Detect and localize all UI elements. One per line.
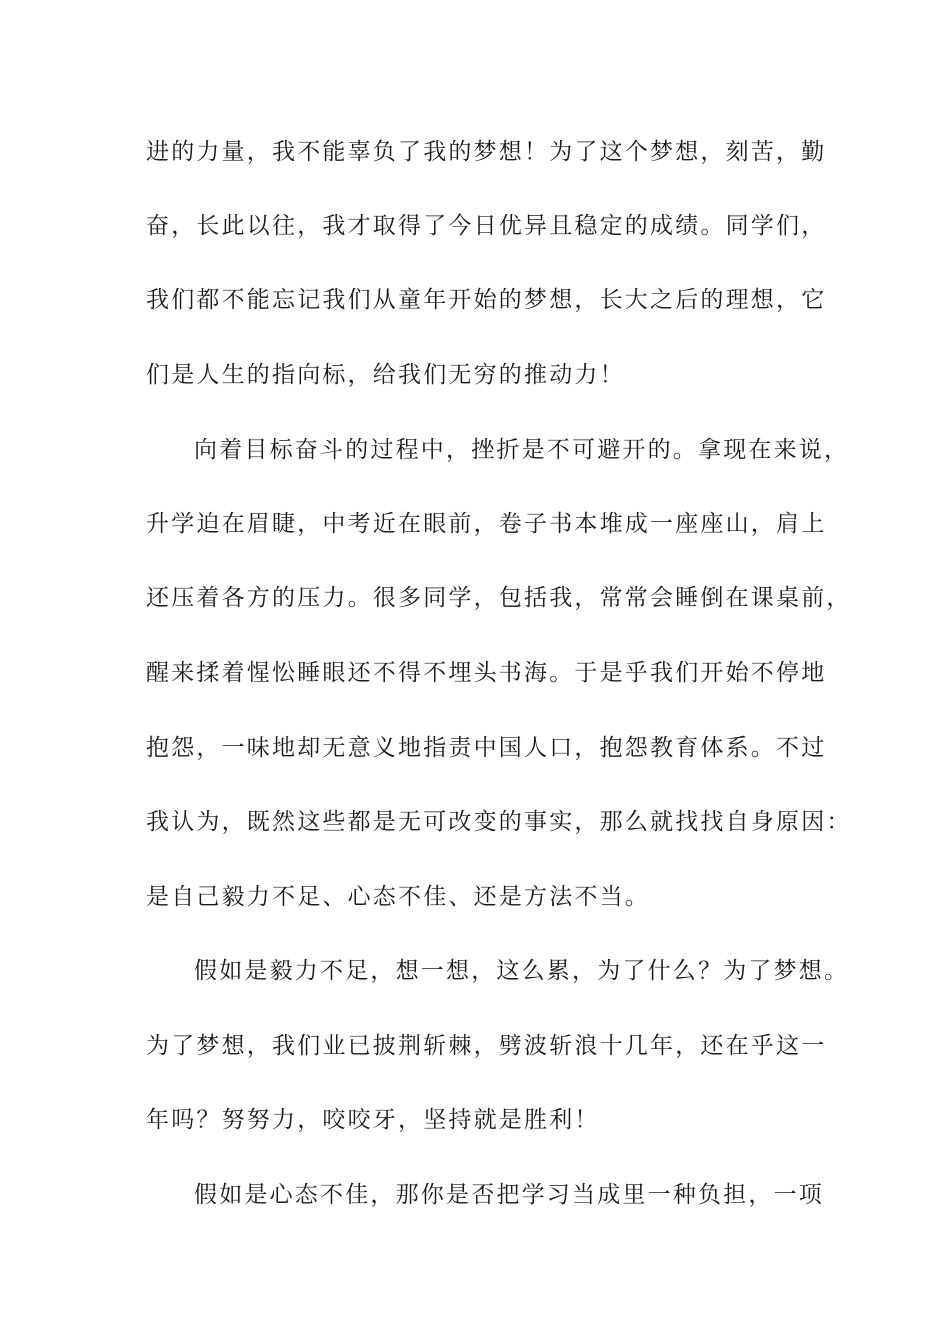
text-line: 奋，长此以往，我才取得了今日优异且稳定的成绩。同学们， xyxy=(146,213,827,239)
text-line: 我认为，既然这些都是无可改变的事实，那么就找找自身原因： xyxy=(146,809,852,835)
text-line: 醒来揉着惺忪睡眼还不得不埋头书海。于是乎我们开始不停地 xyxy=(146,660,827,686)
text-line: 抱怨，一味地却无意义地指责中国人口，抱怨教育体系。不过 xyxy=(146,735,827,761)
paragraph-first-line: 假如是心态不佳，那你是否把学习当成里一种负担，一项 xyxy=(194,1182,824,1208)
text-line: 还压着各方的压力。很多同学，包括我，常常会睡倒在课桌前， xyxy=(146,585,852,611)
text-line: 们是人生的指向标，给我们无穷的推动力！ xyxy=(146,362,625,388)
text-line: 是自己毅力不足、心态不佳、还是方法不当。 xyxy=(146,884,650,910)
paragraph-first-line: 假如是毅力不足，想一想，这么累，为了什么？为了梦想。 xyxy=(194,958,850,984)
text-line: 升学迫在眉睫，中考近在眼前，卷子书本堆成一座座山，肩上 xyxy=(146,511,827,537)
text-line: 为了梦想，我们业已披荆斩棘，劈波斩浪十几年，还在乎这一 xyxy=(146,1033,827,1059)
paragraph-first-line: 向着目标奋斗的过程中，挫折是不可避开的。拿现在来说， xyxy=(194,437,850,463)
text-line: 我们都不能忘记我们从童年开始的梦想，长大之后的理想，它 xyxy=(146,287,827,313)
text-line: 年吗？努努力，咬咬牙，坚持就是胜利！ xyxy=(146,1107,600,1133)
text-line: 进的力量，我不能辜负了我的梦想！为了这个梦想，刻苦，勤 xyxy=(146,139,827,165)
